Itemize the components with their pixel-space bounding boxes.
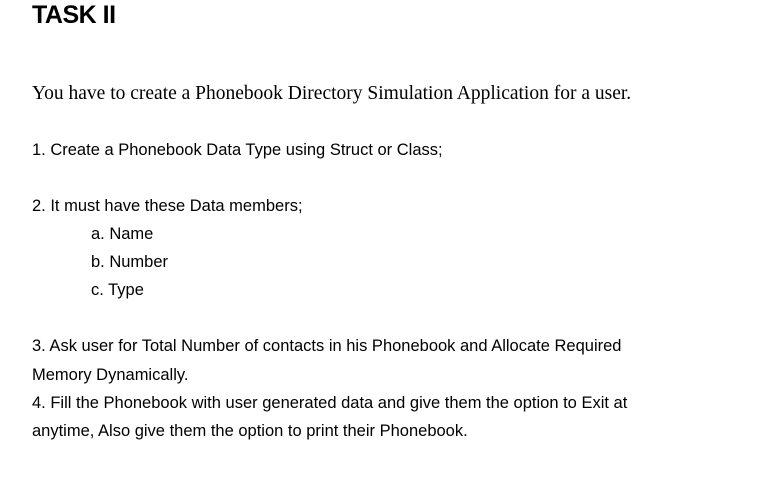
instruction-item-3-line-1: 3. Ask user for Total Number of contacts in his Phonebook and Allocate Required	[32, 337, 622, 355]
data-member-name: a. Name	[91, 225, 154, 243]
data-member-number: b. Number	[91, 253, 169, 271]
instruction-item-1: 1. Create a Phonebook Data Type using Struct or Class;	[32, 141, 443, 159]
data-member-type: c. Type	[91, 281, 144, 299]
instruction-item-4-line-2: anytime, Also give them the option to print their Phonebook.	[32, 422, 468, 440]
instruction-item-3-line-2: Memory Dynamically.	[32, 366, 189, 384]
instruction-item-4-line-1: 4. Fill the Phonebook with user generated data and give them the option to Exit at	[32, 394, 628, 412]
instruction-item-2: 2. It must have these Data members;	[32, 197, 303, 215]
intro-paragraph: You have to create a Phonebook Directory Simulation Application for a user.	[32, 83, 632, 104]
task-heading: TASK II	[32, 1, 116, 29]
